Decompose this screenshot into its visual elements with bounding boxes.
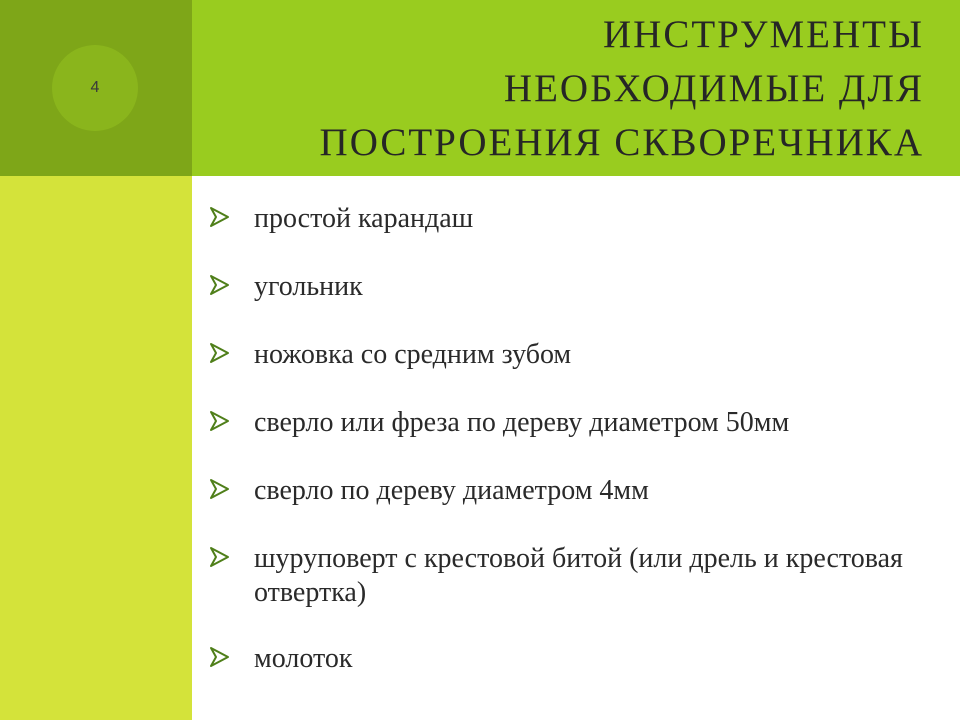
list-item [208,406,953,440]
tools-list [208,202,953,710]
page-title [164,8,924,170]
list-item-text: шуруповерт с крестовой битой (или дрель и крестовая отвертка) [254,543,903,608]
title-line-2: НЕОБХОДИМЫЕ ДЛЯ [503,67,924,110]
title-line-3: ПОСТРОЕНИЯ СКВОРЕЧНИКА [319,121,924,164]
arrow-bullet-icon [208,342,230,364]
title-line-1: ИНСТРУМЕНТЫ [603,13,924,56]
slide-number-badge [52,45,138,131]
list-item-text: простой карандаш [254,203,474,234]
list-item [208,542,953,610]
slide-number: 4 [90,79,100,96]
list-item [208,474,953,508]
list-item [208,338,953,372]
list-item-text: сверло или фреза по дереву диаметром 50мм [254,407,790,438]
list-item [208,642,953,676]
list-item-text: угольник [254,271,363,302]
arrow-bullet-icon [208,274,230,296]
list-item [208,270,953,304]
arrow-bullet-icon [208,546,230,568]
arrow-bullet-icon [208,410,230,432]
list-item-text: ножовка со средним зубом [254,339,572,370]
arrow-bullet-icon [208,478,230,500]
arrow-bullet-icon [208,206,230,228]
list-item-text: молоток [254,643,353,674]
list-item-text: сверло по дереву диаметром 4мм [254,475,649,506]
list-item [208,202,953,236]
arrow-bullet-icon [208,646,230,668]
left-bottom-panel [0,176,192,720]
